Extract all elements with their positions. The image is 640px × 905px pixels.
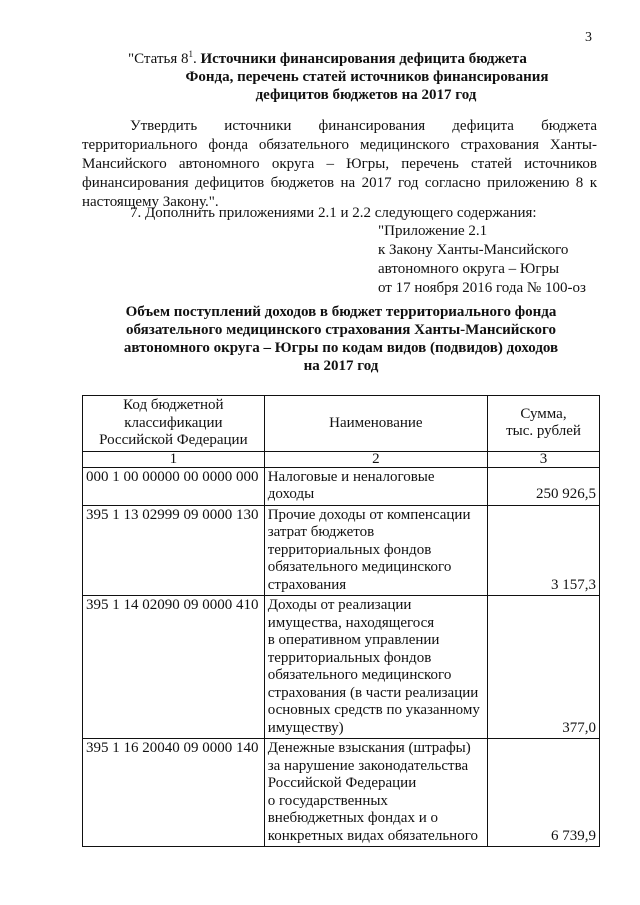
row-name — [264, 596, 487, 739]
row-name-line: основных средств по указанному — [267, 702, 480, 718]
article-sup: 1 — [188, 49, 193, 59]
row-name-line: страхования — [267, 576, 347, 593]
paragraph-1-text: Утвердить источники финансирования дефицита бюджета территориального фонда обязательного медицинского страхования Ханты-Мансийского автономного округа – Югры, перечень статей источников финансирования дефицитов бюджетов на 2017 год согласно приложению 8 к настоящему Закону.". — [82, 118, 597, 210]
table-title-line-2: обязательного медицинского страхования Ханты-Мансийского — [126, 322, 556, 338]
header-code-line-3: Российской Федерации — [99, 432, 248, 448]
header-sum-line-2: тыс. рублей — [506, 423, 581, 440]
header-code-line-2: классификации — [124, 414, 223, 431]
row-name-line: за нарушение законодательства — [267, 757, 469, 774]
row-sum: 3 157,3 — [487, 505, 599, 596]
row-name-line: Российской Федерации — [267, 775, 417, 791]
row-code: 000 1 00 00000 00 0000 000 — [83, 467, 265, 505]
header-sum-line-1: Сумма, — [520, 405, 567, 422]
row-name — [264, 467, 487, 505]
row-name — [264, 739, 487, 847]
appendix-line-3: автономного округа – Югры — [378, 261, 560, 277]
header-name: Наименование — [264, 396, 487, 452]
paragraph-2: 7. Дополнить приложениями 2.1 и 2.2 следующего содержания: — [130, 205, 537, 221]
table-body — [83, 467, 600, 847]
table-header-row — [83, 396, 600, 452]
table-row — [83, 467, 600, 505]
article-title-1: Источники финансирования дефицита бюджета — [200, 51, 527, 67]
row-name-line: обязательного медицинского — [267, 667, 452, 683]
row-name-line: в оперативном управлении — [267, 632, 440, 648]
col-number-2: 2 — [264, 451, 487, 467]
appendix-line-4: от 17 ноября 2016 года № 100-оз — [378, 280, 586, 296]
row-name-line: о государственных — [267, 792, 388, 809]
row-name-line: имуществу) — [267, 719, 344, 736]
row-name-line: территориальных фондов — [267, 649, 432, 666]
row-name-line: затрат бюджетов — [267, 524, 375, 540]
table-title — [82, 303, 600, 375]
row-name-line: Налоговые и неналоговые — [267, 468, 435, 485]
header-sum — [487, 396, 599, 452]
appendix-reference — [378, 222, 586, 298]
row-name-line: Прочие доходы от компенсации — [267, 506, 471, 523]
table-row — [83, 739, 600, 847]
row-name — [264, 505, 487, 596]
row-name-line: Денежные взыскания (штрафы) — [267, 740, 471, 756]
revenue-table — [82, 395, 600, 847]
article-title-3: дефицитов бюджетов на 2017 год — [255, 87, 477, 103]
row-sum: 6 739,9 — [487, 739, 599, 847]
appendix-line-2: к Закону Ханты-Мансийского — [378, 242, 569, 258]
table-title-line-4: на 2017 год — [303, 358, 379, 374]
table-row — [83, 596, 600, 739]
page-number: 3 — [585, 30, 592, 45]
row-name-line: конкретных видах обязательного — [267, 827, 478, 844]
row-name-line: Доходы от реализации — [267, 597, 412, 613]
article-title-2: Фонда, перечень статей источников финансирования — [185, 69, 549, 85]
article-prefix: "Статья 8 — [128, 51, 189, 67]
row-code: 395 1 14 02090 09 0000 410 — [83, 596, 265, 739]
row-name-line: страхования (в части реализации — [267, 684, 479, 701]
article-heading: "Статья $8^1$. Источники финансирования дефицита бюджета Фонда, перечень статей источников финансирования дефицитов бюджетов на 2017 год — [128, 45, 598, 104]
row-name-line: имущества, находящегося — [267, 614, 435, 631]
row-name-line: доходы — [267, 486, 315, 502]
paragraph-1 — [82, 117, 597, 212]
header-code — [83, 396, 265, 452]
row-code: 395 1 16 20040 09 0000 140 — [83, 739, 265, 847]
table-title-line-3: автономного округа – Югры по кодам видов (подвидов) доходов — [123, 340, 559, 356]
row-name-line: территориальных фондов — [267, 541, 432, 558]
row-sum: 377,0 — [487, 596, 599, 739]
row-name-line: обязательного медицинского — [267, 559, 452, 575]
header-code-line-1: Код бюджетной — [123, 397, 224, 413]
row-name-line: внебюджетных фондах и о — [267, 810, 438, 826]
table-row — [83, 505, 600, 596]
appendix-line-1: "Приложение 2.1 — [378, 223, 488, 239]
col-number-3: 3 — [487, 451, 599, 467]
row-code: 395 1 13 02999 09 0000 130 — [83, 505, 265, 596]
row-sum: 250 926,5 — [487, 467, 599, 505]
column-number-row — [83, 451, 600, 467]
table-title-line-1: Объем поступлений доходов в бюджет территориального фонда — [125, 304, 557, 320]
col-number-1: 1 — [83, 451, 265, 467]
